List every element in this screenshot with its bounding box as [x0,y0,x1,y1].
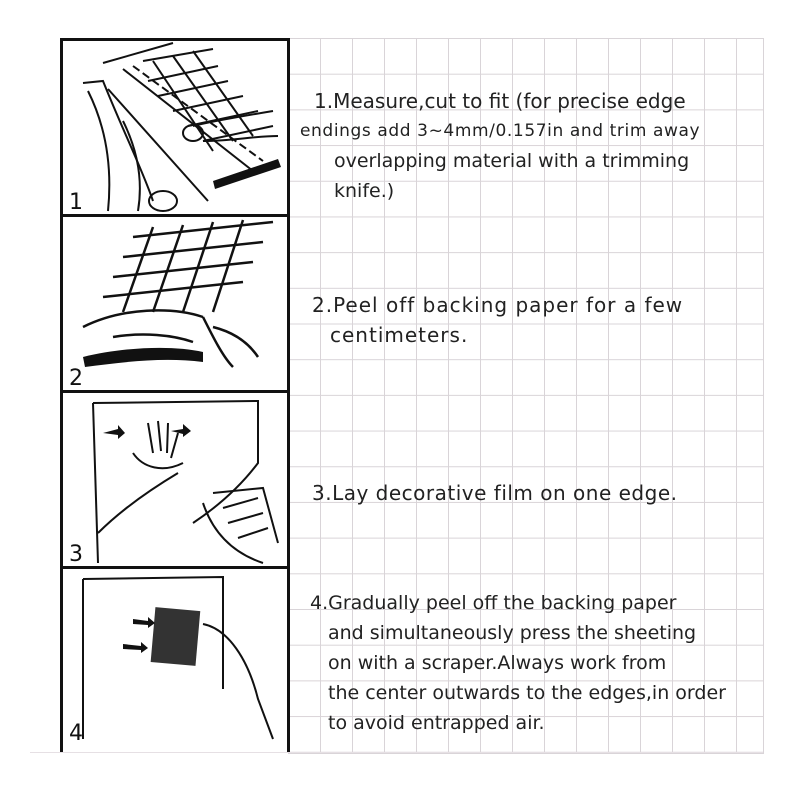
measure-cut-illustration [63,41,287,217]
step-3-illustration [63,393,287,569]
step-4-illustration [63,569,287,745]
step-text-line: endings add 3~4mm/0.157in and trim away [300,121,701,141]
illustration-column [60,38,290,752]
step-text-line: overlapping material with a trimming [334,150,690,172]
step-4-text [310,588,726,738]
peel-backing-illustration [63,217,287,393]
divider [30,752,763,753]
step-number: 4 [69,721,83,746]
step-text-line: to avoid entrapped air. [328,712,545,734]
step-1-illustration [63,41,287,217]
step-text-line: 4.Gradually peel off the backing paper [310,592,677,614]
step-number: 1 [69,190,83,215]
step-text-line: the center outwards to the edges,in order [328,682,726,704]
step-text-line: on with a scraper.Always work from [328,652,667,674]
step-number: 3 [69,542,83,567]
step-text-line: 1.Measure,cut to fit (for precise edge [314,89,686,113]
lay-film-illustration [63,393,287,569]
peel-press-illustration [63,569,287,745]
step-number: 2 [69,366,83,391]
step-text-line: centimeters. [330,323,469,347]
step-3-text [312,478,677,508]
step-text-line: knife.) [334,180,395,202]
step-text-line: 3.Lay decorative film on one edge. [312,481,678,505]
step-text-line: 2.Peel off backing paper for a few [312,293,684,317]
step-2-illustration [63,217,287,393]
step-2-text [312,290,683,350]
step-text-line: and simultaneously press the sheeting [328,622,697,644]
step-1-text [300,86,770,206]
